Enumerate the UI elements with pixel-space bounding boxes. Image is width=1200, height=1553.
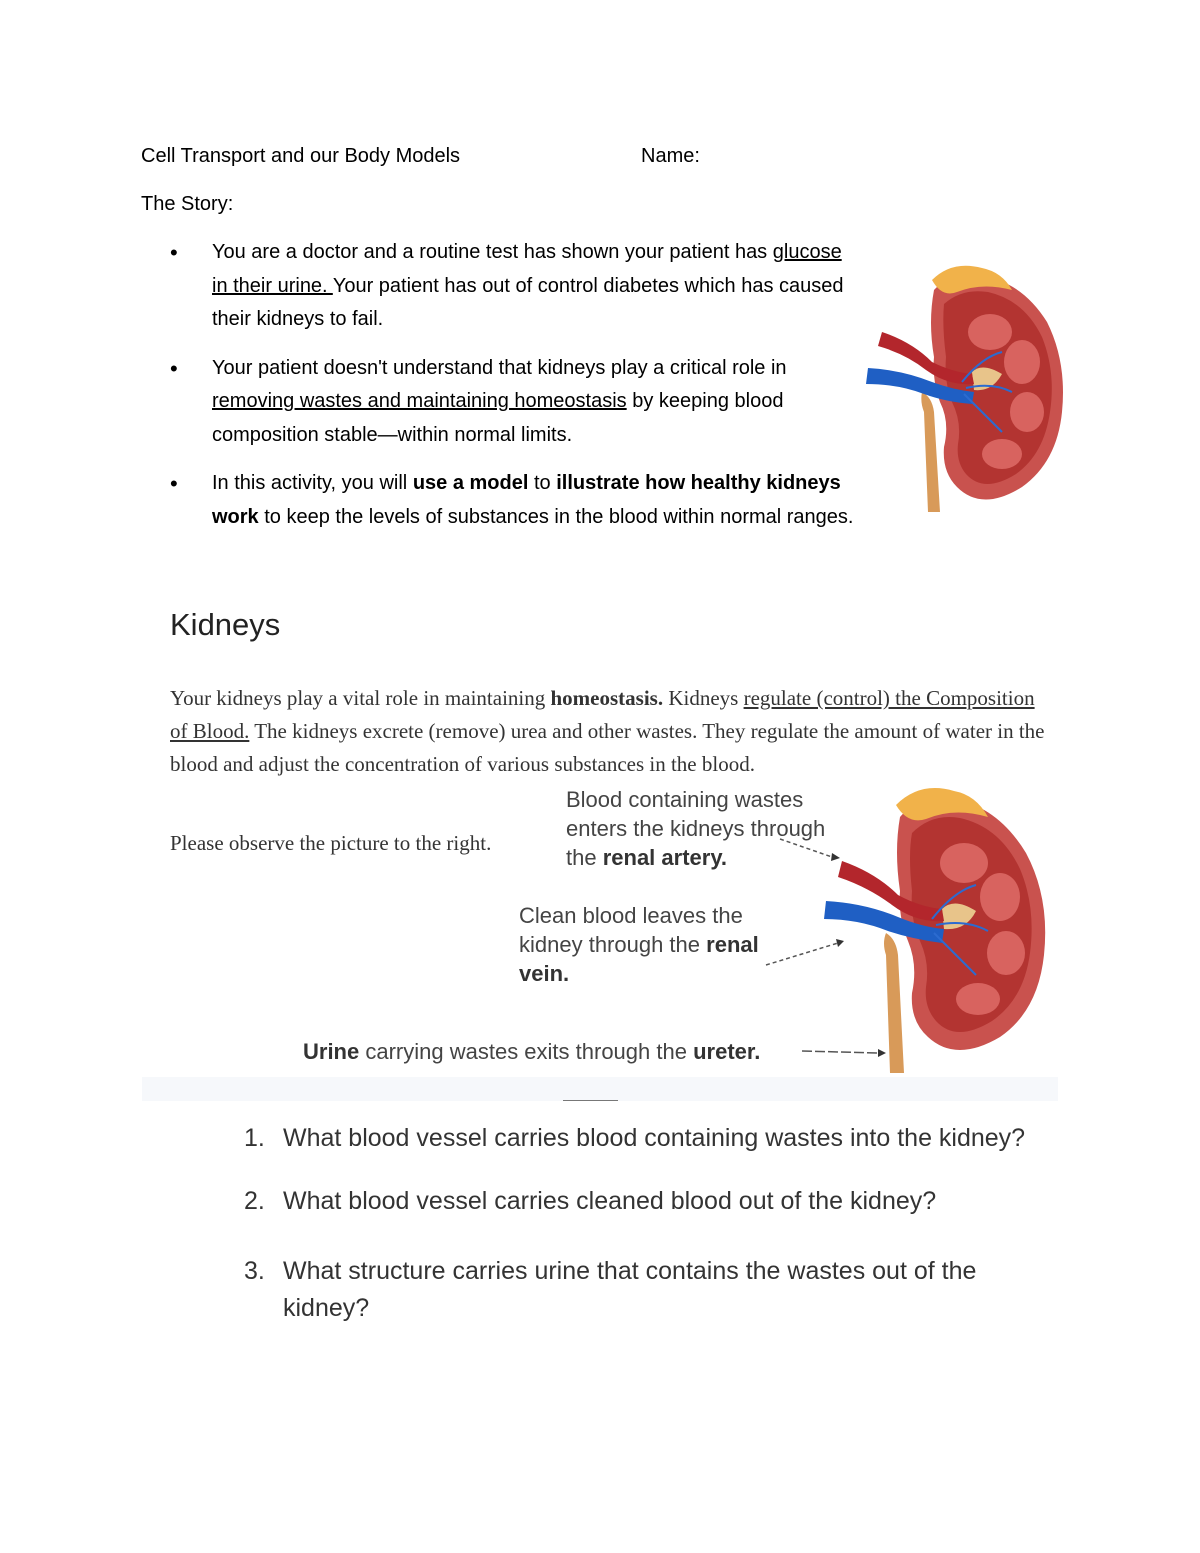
story-bullet: • In this activity, you will use a model to illustrate how healthy kidneys work to keep the levels of substances in the blood within normal ranges. xyxy=(170,467,860,534)
divider-line xyxy=(563,1100,618,1101)
story-bullet: • You are a doctor and a routine test has shown your patient has glucose in their urine. Your patient has out of control diabetes which has caused their kidneys to fail. xyxy=(170,236,860,337)
ureter-label: Urine carrying wastes exits through the ureter. xyxy=(303,1039,761,1064)
question-item: 2. What blood vessel carries cleaned blood out of the kidney? xyxy=(244,1187,937,1215)
kidney-illustration-top xyxy=(862,262,1072,524)
kidneys-heading: Kidneys xyxy=(170,607,281,642)
question-item: 3. What structure carries urine that contains the wastes out of the kidney? xyxy=(244,1257,977,1322)
kidney-icon xyxy=(824,788,1045,1073)
kidney-diagram-illustration xyxy=(820,783,1060,1078)
section-divider-band xyxy=(142,1077,1058,1101)
story-bullet: • Your patient doesn't understand that kidneys play a critical role in removing wastes and maintaining homeostasis by keeping blood composition stable—within normal limits. xyxy=(170,352,860,453)
question-list xyxy=(244,1122,1064,1327)
story-bullet-list xyxy=(170,236,860,549)
story-heading: The Story: xyxy=(141,193,234,215)
renal-vein-label: Clean blood leaves the kidney through the renal vein. xyxy=(519,903,759,986)
kidneys-paragraph: Your kidneys play a vital role in maintaining homeostasis. Kidneys regulate (control) the Composition of Blood. The kidneys excrete (remove) urea and other wastes. They regulate the amount of water in the blood and adjust the concentration of various substances in the blood. xyxy=(170,686,1045,776)
observe-instruction: Please observe the picture to the right. xyxy=(170,831,492,855)
kidney-icon xyxy=(866,266,1063,512)
question-item: 1. What blood vessel carries blood containing wastes into the kidney? xyxy=(244,1124,1026,1152)
renal-artery-label: Blood containing wastes enters the kidneys through the renal artery. xyxy=(566,787,826,870)
document-title: Cell Transport and our Body Models xyxy=(141,145,461,167)
name-label: Name: xyxy=(641,145,700,167)
